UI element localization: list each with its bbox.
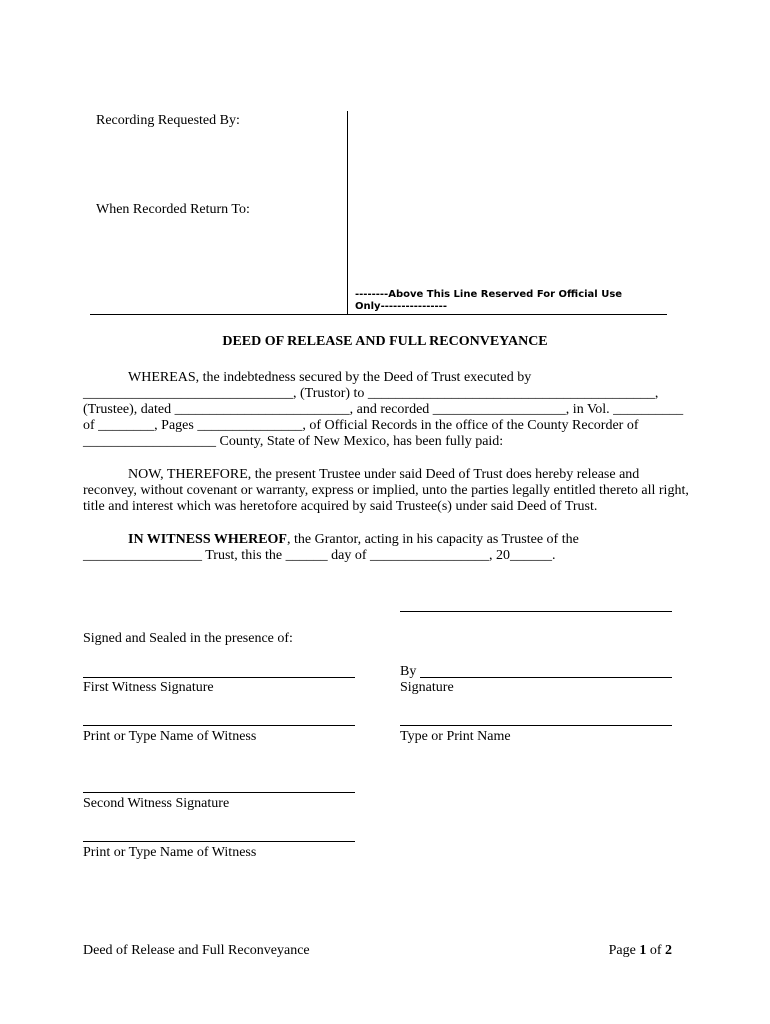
whereas-line-5: ___________________ County, State of New Mexico, has been fully paid: [83, 434, 504, 449]
grantor-signature-line-top[interactable] [400, 611, 672, 612]
recording-requested-by-label: Recording Requested By: [96, 113, 240, 128]
print-name-witness-1-label: Print or Type Name of Witness [83, 729, 257, 744]
page-current: 1 [639, 943, 647, 958]
header-vertical-divider [347, 111, 348, 314]
print-name-witness-2-line[interactable] [83, 841, 355, 842]
in-witness-rest: , the Grantor, acting in his capacity as Trustee of the [286, 532, 579, 547]
page-of: of [646, 943, 665, 958]
in-witness-line-2: _________________ Trust, this the ______ day of _________________, 20______. [83, 548, 556, 563]
whereas-line-2: ______________________________, (Trustor) to _________________________________________, [83, 386, 659, 401]
type-print-name-label: Type or Print Name [400, 729, 511, 744]
footer-page-number [609, 943, 672, 959]
official-use-notice: --------Above This Line Reserved For Official Use Only---------------- [355, 289, 623, 312]
whereas-line-4: of ________, Pages _______________, of Official Records in the office of the County Recorder of [83, 418, 639, 433]
print-name-witness-2-label: Print or Type Name of Witness [83, 845, 257, 860]
page-prefix: Page [608, 943, 640, 958]
signature-label: Signature [400, 680, 454, 695]
type-print-name-line[interactable] [400, 725, 672, 726]
first-witness-signature-label: First Witness Signature [83, 680, 214, 695]
second-witness-signature-line[interactable] [83, 792, 355, 793]
whereas-line-3: (Trustee), dated _________________________, and recorded ___________________, in Vol. __________ [83, 402, 684, 417]
signed-sealed-label: Signed and Sealed in the presence of: [83, 631, 293, 646]
official-use-divider [90, 314, 667, 315]
second-witness-signature-label: Second Witness Signature [83, 796, 230, 811]
in-witness-line-1 [128, 532, 579, 548]
first-witness-signature-line[interactable] [83, 677, 355, 678]
by-signature-line[interactable] [420, 677, 672, 678]
footer-document-title: Deed of Release and Full Reconveyance [83, 943, 310, 958]
now-therefore-line-3: title and interest which was heretofore acquired by said Trustee(s) under said Deed of Trust. [83, 499, 598, 514]
whereas-line-1: WHEREAS, the indebtedness secured by the Deed of Trust executed by [128, 370, 532, 385]
by-label: By [400, 664, 417, 679]
in-witness-lead: IN WITNESS WHEREOF [128, 532, 287, 547]
print-name-witness-1-line[interactable] [83, 725, 355, 726]
now-therefore-line-2: reconvey, without covenant or warranty, express or implied, unto the parties legally entitled thereto all right, [83, 483, 689, 498]
now-therefore-line-1: NOW, THEREFORE, the present Trustee under said Deed of Trust does hereby release and [128, 467, 640, 482]
page-total: 2 [665, 943, 672, 958]
when-recorded-return-to-label: When Recorded Return To: [96, 202, 250, 217]
document-title: DEED OF RELEASE AND FULL RECONVEYANCE [222, 334, 548, 349]
